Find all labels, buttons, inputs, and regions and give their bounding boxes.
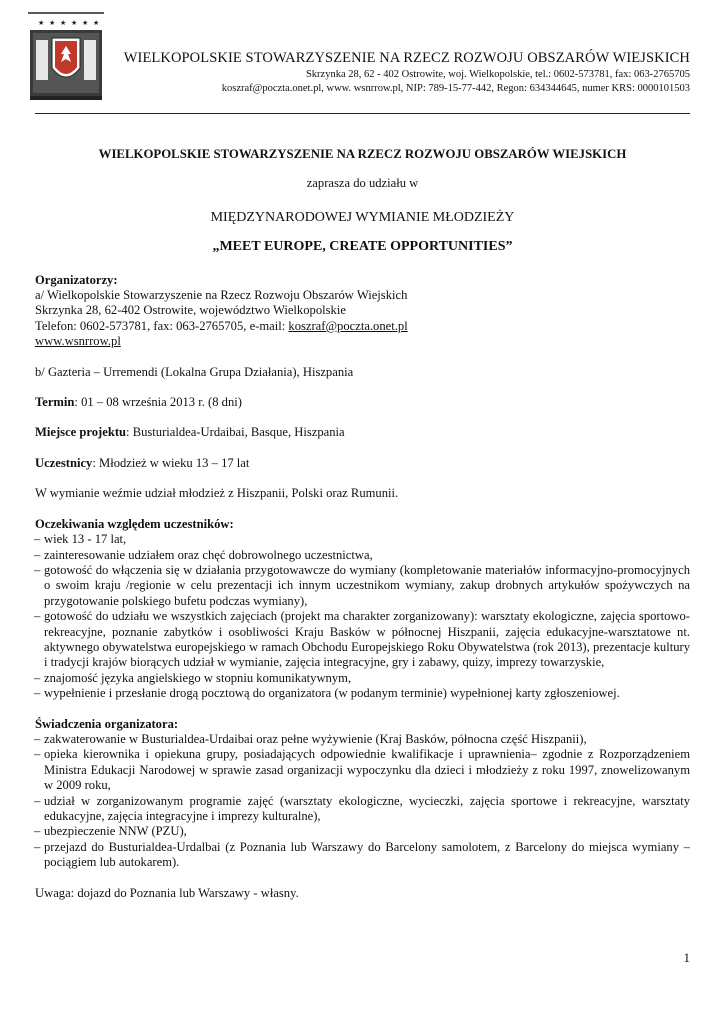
organizer-b: b/ Gazteria – Urremendi (Lokalna Grupa Działania), Hiszpania: [35, 364, 354, 379]
participants-line: [35, 456, 690, 471]
organizer-a-contact: [35, 319, 690, 334]
coat-of-arms-logo: [28, 12, 104, 102]
benefits-heading: Świadczenia organizatora:: [35, 716, 179, 731]
expectations-section: [35, 517, 690, 702]
list-item: – opieka kierownika i opiekuna grupy, posiadających odpowiednie kwalifikacje i uprawnienia– zgodnie z Rozporządzeniem Ministra Edukacji Narodowej w sprawie zasad organizacji wypoczynku dla dzieci i młodzieży z roku 1997, znowelizowanym w 2009 roku,: [35, 747, 690, 793]
svg-text:★: ★: [82, 19, 89, 27]
expectations-list: [35, 532, 690, 701]
expectations-heading: Oczekiwania względem uczestników:: [35, 516, 234, 531]
svg-text:★: ★: [49, 19, 56, 27]
organizers-section: [35, 273, 690, 380]
header-org-name: WIELKOPOLSKIE STOWARZYSZENIE NA RZECZ ROZWOJU OBSZARÓW WIEJSKICH: [123, 50, 690, 66]
header-divider: [35, 113, 690, 114]
website-link[interactable]: www.wsnrrow.pl: [35, 334, 121, 349]
page-number: 1: [683, 950, 690, 965]
svg-text:★: ★: [60, 19, 67, 27]
organizer-a-phone: Telefon: 0602-573781, fax: 063-2765705, e-mail:: [35, 318, 289, 333]
list-item: – udział w zorganizowanym programie zajęć (warsztaty ekologiczne, wycieczki, zajęcia sportowe i rekreacyjne, warsztaty edukacyjne, zajęcia integracyjne i imprezy kulturalne),: [35, 794, 690, 825]
event-name: MIĘDZYNARODOWEJ WYMIANIE MŁODZIEŻY: [210, 209, 515, 225]
list-item: – znajomość języka angielskiego w stopniu komunikatywnym,: [35, 671, 690, 686]
organizer-a-address: Skrzynka 28, 62-402 Ostrowite, województwo Wielkopolskie: [35, 303, 346, 318]
list-item: – gotowość do udziału we wszystkich zajęciach (projekt ma charakter zorganizowany): warsztaty ekologiczne, zajęcia sportowo-rekreacyjne, poznanie zabytków i osobliwości Kraju Basków w północnej Hiszpanii, zajęcia edukacyjne-warsztatowe nt. aktywnego obywatelstwa europejskiego w ramach Obchodu Europejskiego Roku Obywatelstwa (rok 2013), prezentacje kultury i tradycji krajów biorących udział w wymianie, zajęcia integracyjne, gry i zabawy, quizy, imprezy towarzyskie,: [35, 609, 690, 671]
place-label: Miejsce projektu: [35, 425, 127, 440]
list-item: – wiek 13 - 17 lat,: [35, 532, 690, 547]
place-line: [35, 425, 690, 440]
place-value: : Busturialdea-Urdaibai, Basque, Hiszpania: [126, 425, 345, 440]
exchange-note: W wymianie weźmie udział młodzież z Hiszpanii, Polski oraz Rumunii.: [35, 486, 399, 501]
travel-note: Uwaga: dojazd do Poznania lub Warszawy - własny.: [35, 885, 299, 900]
list-item: – gotowość do włączenia się w działania przygotowawcze do wymiany (kompletowanie materiałów informacyjno-promocyjnych o swoim kraju /regionie w celu prezentacji ich innym uczestnikom wymiany, zakup drobnych artykułów spożywczych na przygotowanie polskiego bufetu podczas wymiany),: [35, 563, 690, 609]
header-contact: koszraf@poczta.onet.pl, www. wsnrrow.pl, NIP: 789-15-77-442, Regon: 634344645, numer KRS: 0000101503: [221, 83, 690, 94]
term-line: [35, 395, 690, 410]
benefits-section: [35, 717, 690, 871]
participants-label: Uczestnicy: [35, 455, 93, 470]
participants-value: : Młodzież w wieku 13 – 17 lat: [92, 455, 250, 470]
list-item: – ubezpieczenie NNW (PZU),: [35, 824, 690, 839]
organizer-a-name: a/ Wielkopolskie Stowarzyszenie na Rzecz Rozwoju Obszarów Wiejskich: [35, 288, 408, 303]
svg-text:★: ★: [71, 19, 78, 27]
event-slogan: „MEET EUROPE, CREATE OPPORTUNITIES”: [212, 239, 513, 255]
list-item: – zakwaterowanie w Busturialdea-Urdaibai oraz pełne wyżywienie (Kraj Basków, północna część Hiszpanii),: [35, 732, 690, 747]
list-item: – wypełnienie i przesłanie drogą pocztową do organizatora (w podanym terminie) wypełnionej karty zgłoszeniowej.: [35, 686, 690, 701]
organizers-heading: Organizatorzy:: [35, 272, 118, 287]
email-link[interactable]: koszraf@poczta.onet.pl: [288, 318, 408, 333]
svg-text:★: ★: [38, 19, 45, 27]
svg-text:★: ★: [93, 19, 100, 27]
list-item: – przejazd do Busturialdea-Urdalbai (z Poznania lub Warszawy do Barcelony samolotem, z Barcelony do miejsca wymiany – pociągiem lub autokarem).: [35, 840, 690, 871]
document-title: WIELKOPOLSKIE STOWARZYSZENIE NA RZECZ ROZWOJU OBSZARÓW WIEJSKICH: [98, 147, 627, 161]
term-label: Termin: [35, 395, 75, 410]
invite-text: zaprasza do udziału w: [306, 176, 419, 191]
term-value: : 01 – 08 września 2013 r. (8 dni): [74, 395, 242, 410]
benefits-list: [35, 732, 690, 871]
list-item: – zainteresowanie udziałem oraz chęć dobrowolnego uczestnictwa,: [35, 548, 690, 563]
header-address: Skrzynka 28, 62 - 402 Ostrowite, woj. Wielkopolskie, tel.: 0602-573781, fax: 063-2765705: [305, 69, 690, 80]
document-body: [35, 147, 690, 901]
